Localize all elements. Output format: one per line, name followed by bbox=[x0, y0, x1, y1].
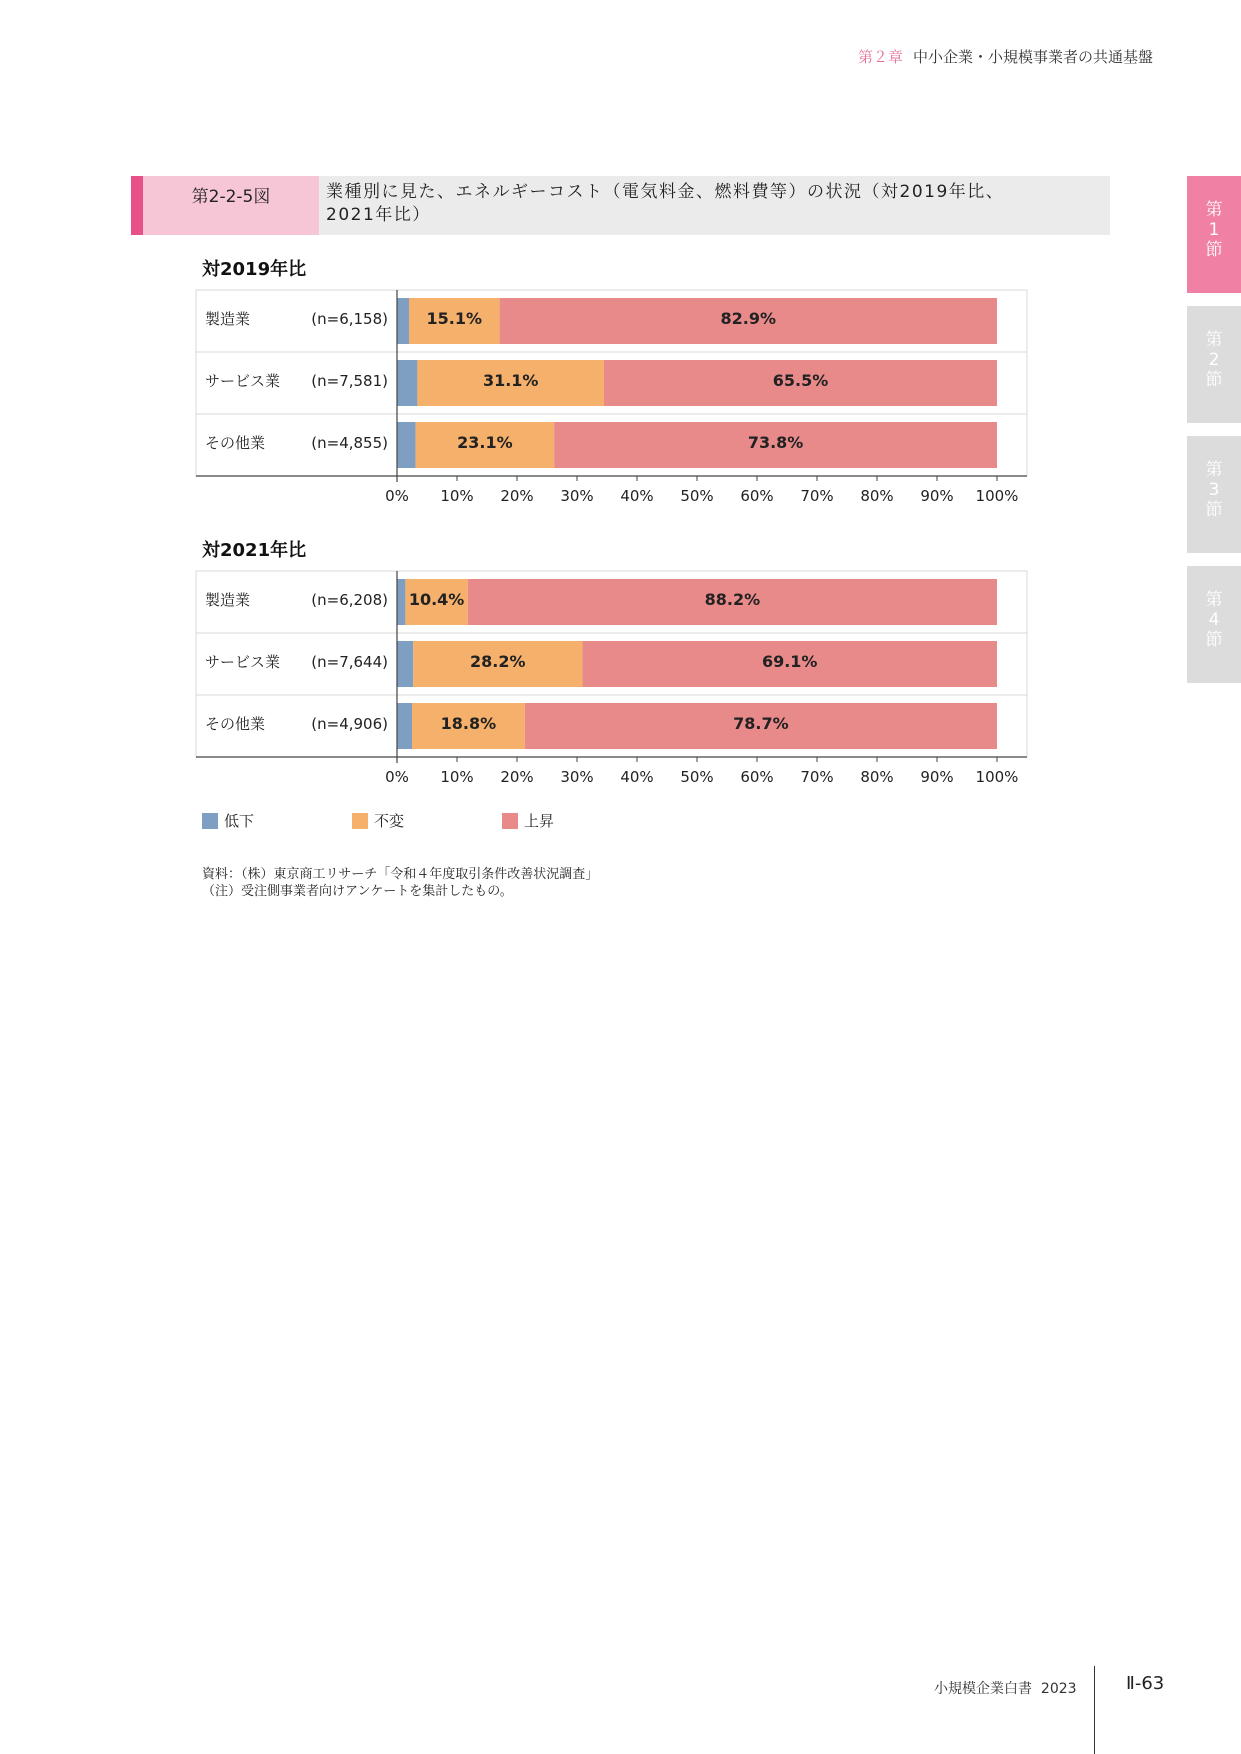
category-label: 製造業 bbox=[205, 591, 251, 609]
data-label: 69.1% bbox=[761, 652, 818, 671]
bar-segment bbox=[397, 422, 416, 468]
data-label: 82.9% bbox=[720, 309, 777, 328]
legend-label-unchanged: 不変 bbox=[374, 812, 405, 830]
chart-title: 対2019年比 bbox=[202, 259, 307, 280]
chart-title: 対2021年比 bbox=[202, 540, 307, 561]
x-tick-label: 20% bbox=[500, 768, 534, 786]
data-label: 10.4% bbox=[408, 590, 465, 609]
figure-title-line1: 業種別に見た、エネルギーコスト（電気料金、燃料費等）の状況（対2019年比、 bbox=[326, 182, 1005, 202]
data-label: 88.2% bbox=[704, 590, 761, 609]
side-tab-label: 第1節 bbox=[1205, 200, 1223, 260]
data-label: 65.5% bbox=[772, 371, 829, 390]
figure-title-line2: 2021年比） bbox=[326, 205, 431, 225]
x-tick-label: 70% bbox=[800, 487, 834, 505]
x-tick-label: 30% bbox=[560, 487, 594, 505]
sample-size-label: (n=4,906) bbox=[311, 715, 388, 733]
x-tick-label: 40% bbox=[620, 768, 654, 786]
legend-swatch-unchanged bbox=[352, 813, 368, 829]
x-tick-label: 50% bbox=[680, 768, 714, 786]
x-tick-label: 0% bbox=[385, 768, 409, 786]
x-tick-label: 90% bbox=[920, 487, 954, 505]
x-tick-label: 80% bbox=[860, 768, 894, 786]
legend-item-increase bbox=[502, 810, 554, 831]
legend-swatch-increase bbox=[502, 813, 518, 829]
x-tick-label: 10% bbox=[440, 487, 474, 505]
page-number: Ⅱ-63 bbox=[1126, 1673, 1165, 1694]
data-label: 31.1% bbox=[482, 371, 539, 390]
side-tab-label: 第2節 bbox=[1205, 330, 1223, 390]
source-notes bbox=[202, 866, 598, 900]
footer-divider bbox=[1094, 1666, 1095, 1754]
x-tick-label: 100% bbox=[975, 768, 1019, 786]
bar-segment bbox=[397, 298, 409, 344]
bar-segment bbox=[397, 360, 417, 406]
legend-label-decline: 低下 bbox=[224, 812, 255, 830]
sample-size-label: (n=4,855) bbox=[311, 434, 388, 452]
side-tab-label: 第3節 bbox=[1205, 460, 1223, 520]
x-tick-label: 80% bbox=[860, 487, 894, 505]
side-tab-label: 第4節 bbox=[1205, 590, 1223, 650]
x-tick-label: 70% bbox=[800, 768, 834, 786]
note-text: （注）受注側事業者向けアンケートを集計したもの。 bbox=[202, 884, 513, 899]
data-label: 18.8% bbox=[440, 714, 497, 733]
bar-segment bbox=[397, 703, 412, 749]
sample-size-label: (n=6,158) bbox=[311, 310, 388, 328]
category-label: 製造業 bbox=[205, 310, 251, 328]
data-label: 28.2% bbox=[470, 652, 526, 671]
legend-swatch-decline bbox=[202, 813, 218, 829]
legend-label-increase: 上昇 bbox=[524, 812, 555, 830]
sample-size-label: (n=6,208) bbox=[311, 591, 388, 609]
chapter-number: 第２章 bbox=[857, 48, 903, 66]
figure-number: 第2-2-5図 bbox=[143, 176, 319, 235]
x-tick-label: 100% bbox=[975, 487, 1019, 505]
x-tick-label: 10% bbox=[440, 768, 474, 786]
category-label: サービス業 bbox=[205, 653, 281, 671]
sample-size-label: (n=7,581) bbox=[311, 372, 388, 390]
footer-book-title bbox=[934, 1678, 1077, 1698]
data-label: 23.1% bbox=[457, 433, 513, 452]
bar-segment bbox=[397, 579, 405, 625]
x-tick-label: 40% bbox=[620, 487, 654, 505]
x-tick-label: 90% bbox=[920, 768, 954, 786]
category-label: その他業 bbox=[205, 715, 266, 733]
x-tick-label: 50% bbox=[680, 487, 714, 505]
x-tick-label: 20% bbox=[500, 487, 534, 505]
source-text: 資料：（株）東京商工リサーチ「令和４年度取引条件改善状況調査」 bbox=[202, 867, 599, 882]
x-tick-label: 30% bbox=[560, 768, 594, 786]
stacked-bar-charts bbox=[0, 0, 1241, 830]
data-label: 15.1% bbox=[426, 309, 483, 328]
chapter-title: 中小企業・小規模事業者の共通基盤 bbox=[912, 48, 1153, 66]
data-label: 73.8% bbox=[747, 433, 804, 452]
category-label: サービス業 bbox=[205, 372, 281, 390]
bar-segment bbox=[397, 641, 413, 687]
footer-year: 2023 bbox=[1040, 1681, 1077, 1697]
category-label: その他業 bbox=[205, 434, 266, 452]
x-tick-label: 0% bbox=[385, 487, 409, 505]
x-tick-label: 60% bbox=[740, 487, 774, 505]
legend-item-unchanged bbox=[352, 810, 404, 831]
data-label: 78.7% bbox=[733, 714, 789, 733]
footer-book: 小規模企業白書 bbox=[934, 1681, 1032, 1697]
legend-item-decline bbox=[202, 810, 254, 831]
x-tick-label: 60% bbox=[740, 768, 774, 786]
sample-size-label: (n=7,644) bbox=[311, 653, 388, 671]
